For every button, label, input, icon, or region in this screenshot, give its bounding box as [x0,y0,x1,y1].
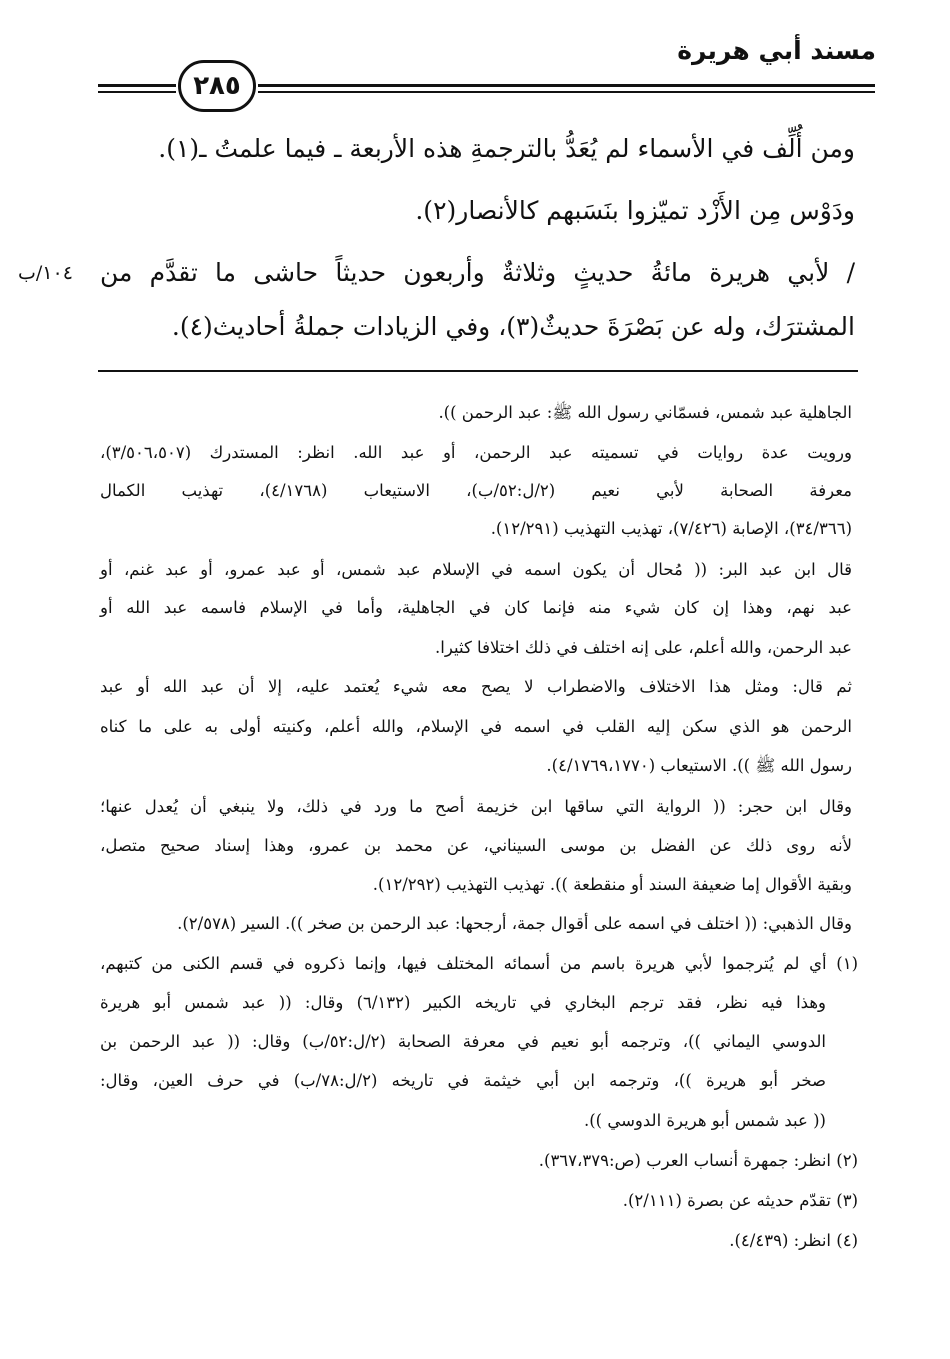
footnote-line: رسول الله ﷺ )). الاستيعاب (٤/١٧٦٩،١٧٧٠). [546,756,852,775]
main-text-line: / لأبي هريرة مائةُ حديثٍ وثلاثةٌ وأربعون حديثاً حاشى ما تقدَّم من [100,258,855,287]
footnote-line: وهذا فيه نظر، فقد ترجم البخاري في تاريخه الكبير (٦/١٣٢) وقال: (( عبد شمس أبو هريرة [100,993,826,1012]
footnote-line: (٢) انظر: جمهرة أنساب العرب (ص:٣٦٧،٣٧٩). [538,1151,858,1170]
footnote-separator [98,370,858,372]
footnote-line: ورويت عدة روايات في تسميته عبد الرحمن، أو عبد الله. انظر: المستدرك (٣/٥٠٦،٥٠٧)، [100,443,852,462]
footnote-line: (( عبد شمس أبو هريرة الدوسي )). [583,1111,826,1130]
main-text-line: ودَوْس مِن الأَزْد تميّزوا بنَسَبهم كالأنصار(٢). [415,196,855,225]
footnote-line: وقال ابن حجر: (( الرواية التي ساقها ابن خزيمة أصح ما ورد في ذلك، ولا ينبغي أن يُعدل عنها؛ [100,797,852,816]
footnote-line: وقال الذهبي: (( اختلف في اسمه على أقوال جمة، أرجحها: عبد الرحمن بن صخر )). السير (٢/٥٧٨). [177,914,852,933]
footnote-line: الرحمن هو الذي سكن إليه القلب في اسمه في الإسلام، والله أعلم، وكنيته أولى به على ما كناه [100,717,852,736]
footnote-line: وبقية الأقوال إما ضعيفة السند أو منقطعة )). تهذيب التهذيب (١٢/٢٩٢). [372,875,852,894]
footnote-line: (٤) انظر: (٤/٤٣٩). [729,1231,858,1250]
header-rule [98,84,176,87]
header-rule [98,91,176,93]
main-text-line: المشترَك، وله عن بَصْرَةَ حديثٌ(٣)، وفي الزيادات جملةُ أحاديث(٤). [171,312,855,341]
footnote-line: الدوسي اليماني ))، وترجمه أبو نعيم في معرفة الصحابة (٢/ل:٥٢/ب) وقال: (( عبد الرحمن بن [100,1032,826,1051]
footnote-line: ثم قال: ومثل هذا الاختلاف والاضطراب لا يصح معه شيء يُعتمد عليه، إلا أن عبد الله أو عبد [100,677,852,696]
footnote-line: لأنه روى ذلك عن الفضل بن موسى السيناني، عن محمد بن عمرو، وهذا إسناد صحيح متصل، [100,836,852,855]
footnote-line: الجاهلية عبد شمس، فسمّاني رسول الله ﷺ: عبد الرحمن )). [438,403,852,422]
footnote-line: قال ابن عبد البر: (( مُحال أن يكون اسمه في الإسلام عبد شمس، أو عبد عمرو، أو عبد غنم، أو [100,560,852,579]
header-rule [258,84,875,87]
footnote-line: (٣٤/٣٦٦)، الإصابة (٧/٤٢٦)، تهذيب التهذيب (١٢/٢٩١). [490,519,852,538]
main-text-line: ومن أُلِّف في الأسماء لم يُعَدُّ بالترجمةِ هذه الأربعة ـ فيما علمتُ ـ(١). [158,134,855,163]
footnote-line: معرفة الصحابة لأبي نعيم (٢/ل:٥٢/ب)، الاستيعاب (٤/١٧٦٨)، تهذيب الكمال [100,481,852,500]
footnote-line: (١) أي لم يُترجموا لأبي هريرة باسم من أسمائه المختلف فيها، وإنما ذكروه في قسم الكنى من كتبهم، [100,954,858,973]
book-title: مسند أبي هريرة [677,36,876,65]
footnote-line: عبد الرحمن، والله أعلم، على إنه اختلف في ذلك اختلافا كثيرا. [435,638,852,657]
footnote-line: صخر أبو هريرة ))، وترجمه ابن أبي خيثمة في تاريخه (٢/ل:٧٨/ب) في حرف العين، وقال: [100,1071,826,1090]
footnote-line: (٣) تقدّم حديثه عن بصرة (٢/١١١). [622,1191,858,1210]
header-rule [258,91,875,93]
margin-folio-note: ١٠٤/ب [18,262,73,284]
page-number-badge [178,60,256,112]
page-number: ٢٨٥ [193,71,241,101]
footnote-line: عبد نهم، وهذا إن كان شيء منه فإنما كان في الجاهلية، وأما في الإسلام فاسمه عبد الله أو [100,598,852,617]
